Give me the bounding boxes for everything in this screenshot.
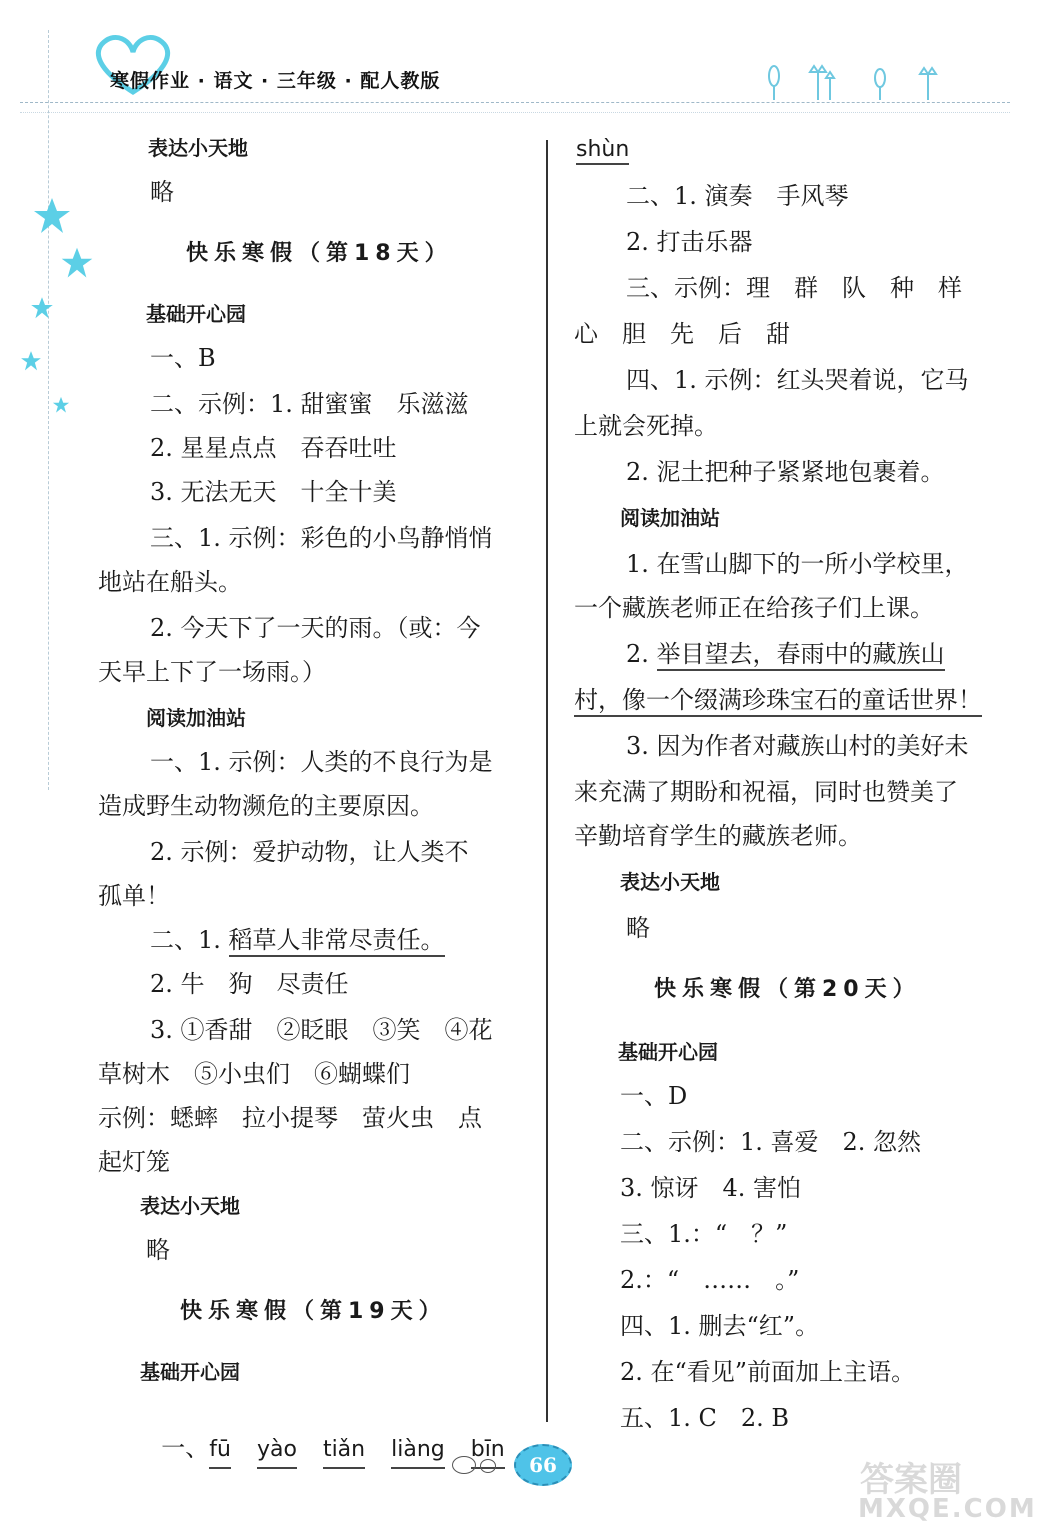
answer-line: 四、1. 示例：红头哭着说，它马 (626, 366, 969, 394)
day-title: 快乐寒假（第19天） (180, 1299, 447, 1324)
answer-line: 地站在船头。 (98, 568, 242, 596)
answer-prefix: 一、 (161, 1434, 210, 1462)
section-heading: 阅读加油站 (620, 506, 720, 530)
pinyin-item: tiǎn (323, 1434, 365, 1469)
pinyin-item: yào (257, 1434, 297, 1469)
answer-line (626, 638, 945, 670)
answer-line: 孤单！ (98, 882, 170, 910)
answer-line: 示例：蟋蟀 拉小提琴 萤火虫 点 (98, 1104, 482, 1132)
section-heading: 基础开心园 (618, 1040, 718, 1064)
header-divider-dotted (20, 112, 1010, 113)
pinyin-item: bīn (471, 1434, 505, 1469)
flower-decoration-icon (760, 60, 960, 104)
answer-line: 一、D (620, 1082, 688, 1110)
margin-dashed-line (48, 30, 49, 790)
answer-line: 二、1. 演奏 手风琴 (626, 182, 849, 210)
answer-line: 二、示例：1. 甜蜜蜜 乐滋滋 (150, 390, 469, 418)
day-title: 快乐寒假（第20天） (654, 977, 921, 1002)
answer-line: 三、1.：“ ？” (620, 1220, 788, 1248)
star-decoration-icon (52, 396, 70, 414)
pinyin-item: shùn (576, 137, 629, 165)
answer-line: 辛勤培育学生的藏族老师。 (574, 822, 862, 850)
star-decoration-icon (60, 246, 94, 280)
answer-line: 来充满了期盼和祝福，同时也赞美了 (574, 778, 958, 806)
answer-line: 三、1. 示例：彩色的小鸟静悄悄 (150, 524, 493, 552)
section-heading: 阅读加油站 (146, 706, 246, 730)
answer-line: 3. 因为作者对藏族山村的美好未 (626, 732, 969, 760)
section-heading: 表达小天地 (140, 1194, 240, 1218)
pinyin-continued (576, 134, 629, 166)
answer-prefix: 二、1. (150, 926, 229, 954)
answer-line: 2. 示例：爱护动物，让人类不 (150, 838, 469, 866)
answer-line: 四、1. 删去“红”。 (620, 1312, 820, 1340)
section-heading: 表达小天地 (148, 136, 248, 160)
answer-line: 一个藏族老师正在给孩子们上课。 (574, 594, 934, 622)
answer-line: 起灯笼 (98, 1148, 170, 1176)
answer-line: 2. 打击乐器 (626, 228, 753, 256)
section-heading: 基础开心园 (140, 1360, 240, 1384)
answer-line: 1. 在雪山脚下的一所小学校里， (626, 550, 969, 578)
answer-line: 略 (150, 178, 174, 206)
answer-line: 草树木 ⑤小虫们 ⑥蝴蝶们 (98, 1060, 410, 1088)
answer-line: 2. 泥土把种子紧紧地包裹着。 (626, 458, 945, 486)
underlined-answer: 村，像一个缀满珍珠宝石的童话世界！ (574, 686, 982, 717)
answer-line: 3. 惊讶 4. 害怕 (620, 1174, 802, 1202)
star-decoration-icon (20, 350, 42, 372)
underlined-answer: 稻草人非常尽责任。 (229, 926, 445, 957)
section-heading: 基础开心园 (146, 302, 246, 326)
column-divider (546, 140, 548, 1422)
page-dot-icon (480, 1459, 496, 1473)
star-decoration-icon (30, 296, 54, 320)
underlined-answer: 举目望去，春雨中的藏族山 (657, 640, 945, 671)
answer-prefix: 2. (626, 640, 657, 668)
section-heading: 表达小天地 (620, 870, 720, 894)
answer-line: 3. 无法无天 十全十美 (150, 478, 397, 506)
pinyin-item: fū (209, 1434, 231, 1469)
pinyin-item: liàng (391, 1434, 445, 1469)
answer-line (574, 684, 982, 716)
answer-line: 2.：“ …… 。” (620, 1266, 800, 1294)
watermark-logo: 答案圈 (860, 1460, 962, 1500)
answer-line: 略 (146, 1236, 170, 1264)
answer-line: 上就会死掉。 (574, 412, 718, 440)
header-divider (20, 102, 1010, 103)
answer-line (150, 924, 445, 956)
answer-line: 一、B (150, 344, 216, 372)
answer-line: 3. ①香甜 ②眨眼 ③笑 ④花 (150, 1016, 493, 1044)
header-title: 寒假作业 · 语文 · 三年级 · 配人教版 (110, 70, 441, 92)
answer-line: 心 胆 先 后 甜 (574, 320, 790, 348)
answer-line: 2. 在“看见”前面加上主语。 (620, 1358, 916, 1386)
answer-line: 五、1. C 2. B (620, 1404, 790, 1432)
page-number: 66 (514, 1444, 572, 1486)
answer-line: 二、示例：1. 喜爱 2. 忽然 (620, 1128, 922, 1156)
answer-line: 2. 牛 狗 尽责任 (150, 970, 349, 998)
star-decoration-icon (32, 196, 72, 236)
watermark-url: MXQE.COM (858, 1494, 1037, 1524)
answer-line: 一、1. 示例：人类的不良行为是 (150, 748, 493, 776)
answer-line: 2. 今天下了一天的雨。（或：今 (150, 614, 481, 642)
answer-line: 略 (626, 914, 650, 942)
answer-line: 天早上下了一场雨。） (98, 658, 326, 686)
answer-line: 造成野生动物濒危的主要原因。 (98, 792, 434, 820)
answer-line: 三、示例：理 群 队 种 样 (626, 274, 962, 302)
day-title: 快乐寒假（第18天） (186, 241, 453, 266)
page-dot-icon (452, 1456, 476, 1474)
answer-line: 2. 星星点点 吞吞吐吐 (150, 434, 397, 462)
